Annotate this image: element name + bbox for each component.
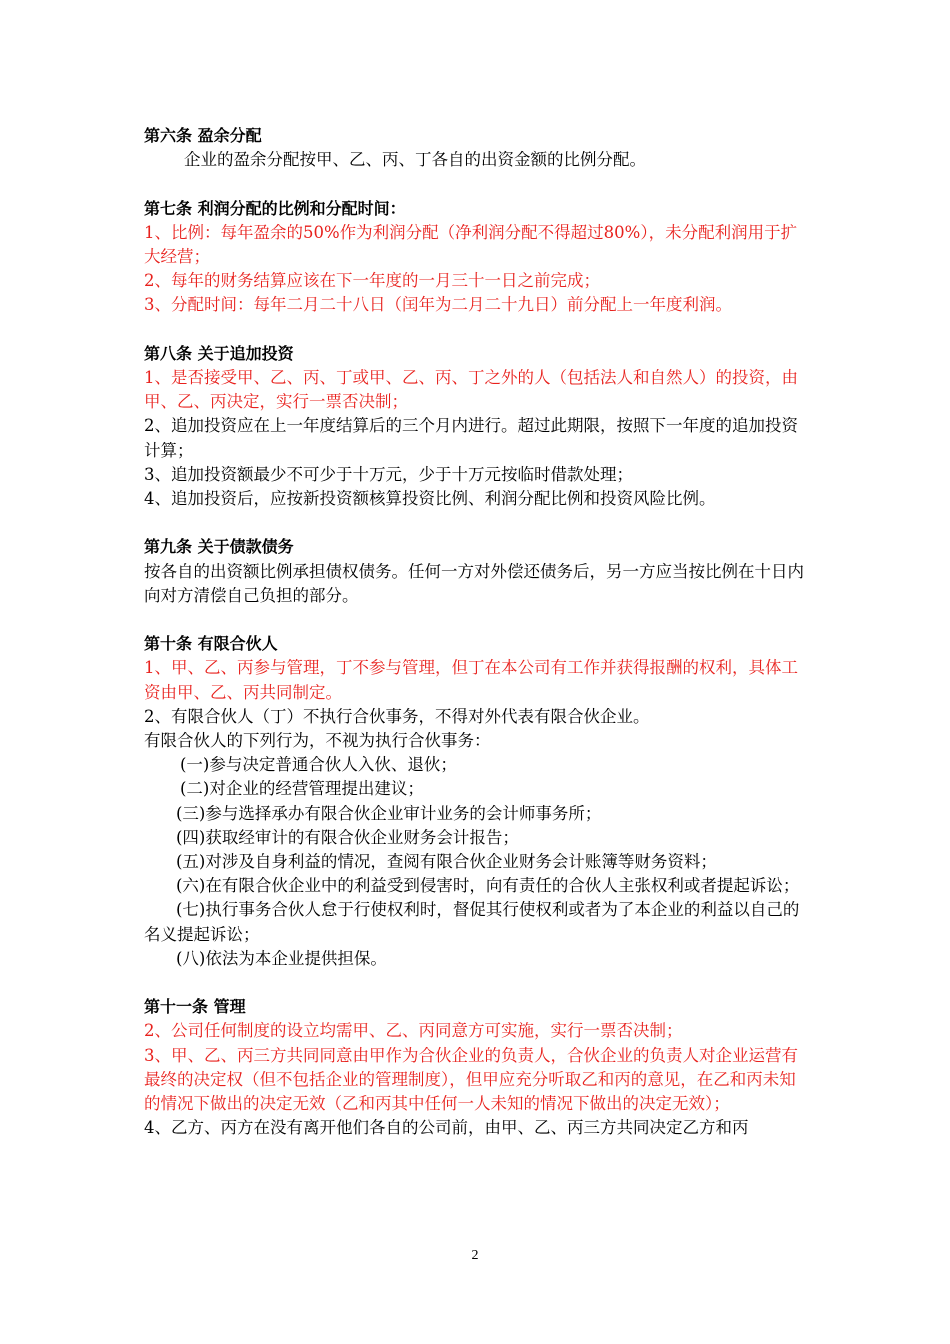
document-body <box>144 124 810 1140</box>
article-11-clause-2: 2、公司任何制度的设立均需甲、乙、丙同意方可实施，实行一票否决制； <box>144 1021 683 1041</box>
article-8 <box>144 342 810 511</box>
article-11 <box>144 995 810 1140</box>
article-9-title: 第九条 关于债款债务 <box>144 537 294 557</box>
article-7-clause-3: 3、分配时间：每年二月二十八日（闰年为二月二十九日）前分配上一年度利润。 <box>144 295 732 315</box>
article-10-item: (八)依法为本企业提供担保。 <box>176 948 387 968</box>
article-11-title: 第十一条 管理 <box>144 997 246 1017</box>
article-8-clause-2: 2、追加投资应在上一年度结算后的三个月内进行。超过此期限，按照下一年度的追加投资计算； <box>144 416 798 460</box>
article-10-item: (一)参与决定普通合伙人入伙、退伙； <box>180 755 457 775</box>
article-8-clause-4: 4、追加投资后，应按新投资额核算投资比例、利润分配比例和投资风险比例。 <box>144 489 716 509</box>
article-8-clause-1: 1、是否接受甲、乙、丙、丁或甲、乙、丙、丁之外的人（包括法人和自然人）的投资，由甲、乙、丙决定，实行一票否决制； <box>144 368 798 412</box>
article-9-text: 按各自的出资额比例承担债权债务。任何一方对外偿还债务后，另一方应当按比例在十日内向对方清偿自己负担的部分。 <box>144 561 804 605</box>
article-10-item: (三)参与选择承办有限合伙企业审计业务的会计师事务所； <box>176 803 602 823</box>
article-7-clause-1: 1、比例：每年盈余的50%作为利润分配（净利润分配不得超过80%），未分配利润用于扩大经营； <box>144 222 798 266</box>
article-10-item: (六)在有限合伙企业中的利益受到侵害时，向有责任的合伙人主张权利或者提起诉讼； <box>176 876 800 896</box>
article-11-clause-3: 3、甲、乙、丙三方共同同意由甲作为合伙企业的负责人，合伙企业的负责人对企业运营有最终的决定权（但不包括企业的管理制度），但甲应充分听取乙和丙的意见，在乙和丙未知的情况下做出的决定无效（乙和丙其中任何一人未知的情况下做出的决定无效）； <box>144 1045 798 1114</box>
article-10-item: (二)对企业的经营管理提出建议； <box>180 779 424 799</box>
page-number: 2 <box>471 1248 479 1263</box>
article-10-item: (五)对涉及自身利益的情况，查阅有限合伙企业财务会计账簿等财务资料； <box>176 852 717 872</box>
article-7 <box>144 197 810 318</box>
article-7-clause-2: 2、每年的财务结算应该在下一年度的一月三十一日之前完成； <box>144 271 600 291</box>
article-10 <box>144 632 810 971</box>
article-7-title: 第七条 利润分配的比例和分配时间： <box>144 198 406 218</box>
article-6-title: 第六条 盈余分配 <box>144 126 262 145</box>
article-9 <box>144 535 810 608</box>
article-6-text: 企业的盈余分配按甲、乙、丙、丁各自的出资金额的比例分配。 <box>184 150 646 170</box>
article-11-clause-4: 4、乙方、丙方在没有离开他们各自的公司前，由甲、乙、丙三方共同决定乙方和丙 <box>144 1118 749 1138</box>
article-6 <box>144 124 810 172</box>
article-10-title: 第十条 有限合伙人 <box>144 634 278 654</box>
article-10-clause-1: 1、甲、乙、丙参与管理，丁不参与管理，但丁在本公司有工作并获得报酬的权利，具体工资由甲、乙、丙共同制定。 <box>144 658 798 702</box>
article-8-title: 第八条 关于追加投资 <box>144 343 294 363</box>
article-10-intro: 有限合伙人的下列行为，不视为执行合伙事务： <box>144 731 491 751</box>
article-10-item: (四)获取经审计的有限合伙企业财务会计报告； <box>176 827 519 847</box>
article-10-clause-2: 2、有限合伙人（丁）不执行合伙事务，不得对外代表有限合伙企业。 <box>144 706 650 726</box>
article-8-clause-3: 3、追加投资额最少不可少于十万元，少于十万元按临时借款处理； <box>144 464 633 484</box>
article-10-item: (七)执行事务合伙人怠于行使权利时，督促其行使权利或者为了本企业的利益以自己的名义提起诉讼； <box>144 900 800 944</box>
